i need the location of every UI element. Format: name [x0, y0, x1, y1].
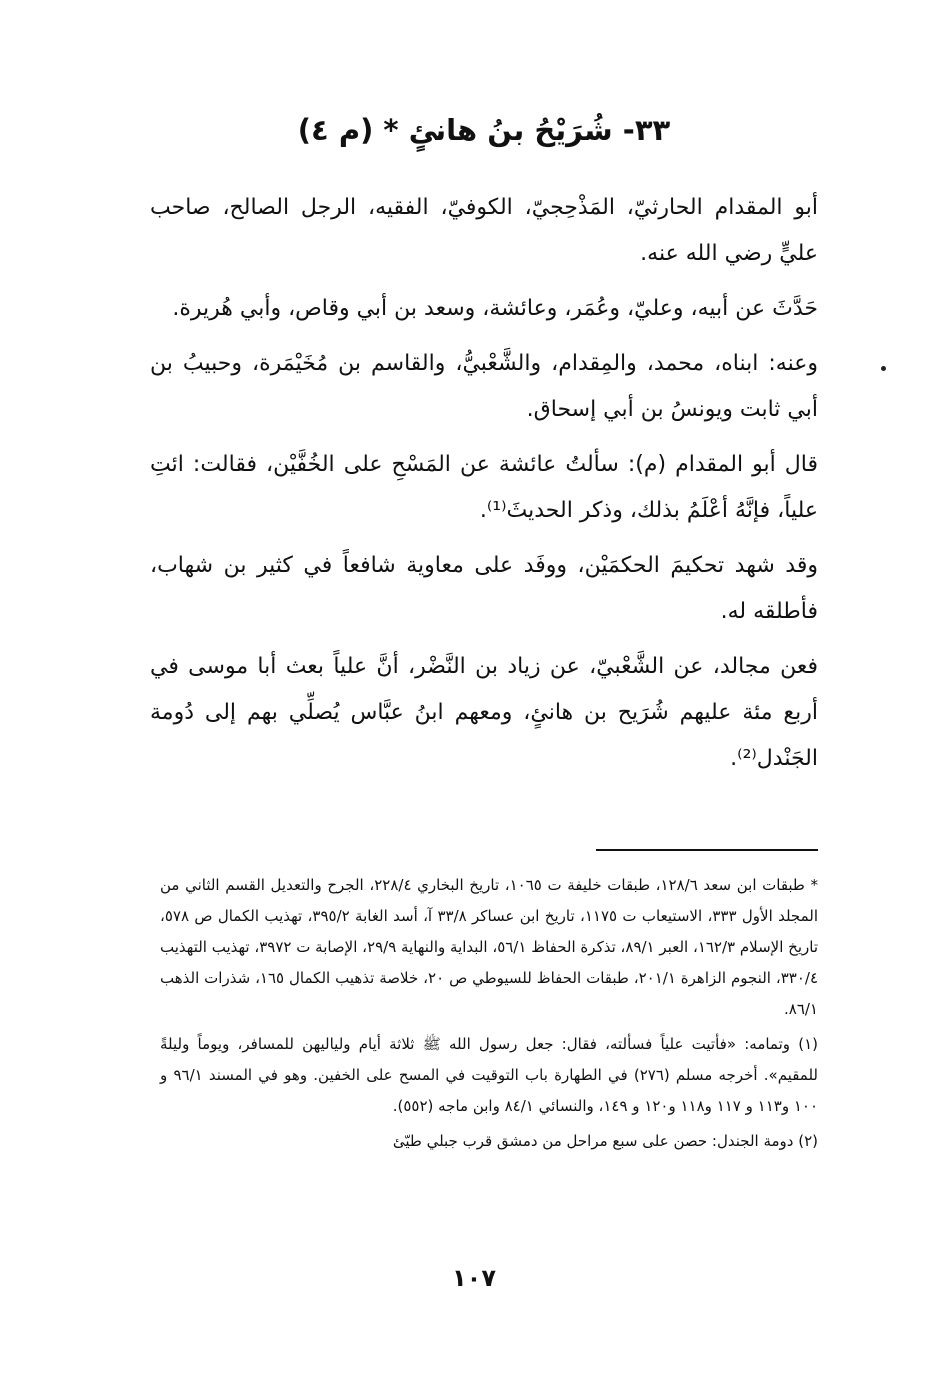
paragraph-arbitration: وقد شهد تحكيمَ الحكمَيْن، ووفَد على معاوية شافعاً في كثير بن شهاب، فأطلقه له. — [150, 553, 818, 624]
page-number: ١٠٧ — [452, 1264, 496, 1292]
paragraph-narrated-from: حَدَّثَ عن أبيه، وعليّ، وعُمَر، وعائشة، وسعد بن أبي وقاص، وأبي هُريرة. — [172, 296, 818, 321]
footnotes — [160, 870, 818, 1161]
biography-body — [150, 185, 818, 791]
paragraph-aisha-report: قال أبو المقدام (م): سألتُ عائشة عن المَسْحِ على الخُفَّيْن، فقالت: ائتِ علياً، فإنَّهُ أعْلَمُ بذلك، وذكر الحديثَ⁽¹⁾. — [150, 452, 818, 523]
footnote-sources: * طبقات ابن سعد ١٢٨/٦، طبقات خليفة ت ١٠٦٥، تاريخ البخاري ٢٢٨/٤، الجرح والتعديل القسم الثاني من المجلد الأول ٣٣٣، الاستيعاب ت ١١٧٥، تاريخ ابن عساكر ٣٣/٨ آ، أسد الغابة ٣٩٥/٢، تهذيب الكمال ص ٥٧٨، تاريخ الإسلام ١٦٢/٣، العبر ٨٩/١، تذكرة الحفاظ ٥٦/١، البداية والنهاية ٢٩/٩، الإصابة ت ٣٩٧٢، تهذيب التهذيب ٣٣٠/٤، النجوم الزاهرة ٢٠١/١، طبقات الحفاظ للسيوطي ص ٢٠، خلاصة تذهيب الكمال ١٦٥، شذرات الذهب ٨٦/١. — [160, 876, 819, 1018]
biography-title: ٣٣- شُرَيْحُ بنُ هانئٍ * (م ٤) — [297, 113, 671, 147]
footnote-2: (٢) دومة الجندل: حصن على سبع مراحل من دمشق قرب جبلي طيّئ — [392, 1132, 818, 1150]
paragraph-kunya: أبو المقدام الحارثيّ، المَذْحِجيّ، الكوفيّ، الفقيه، الرجل الصالح، صاحب عليٍّ رضي الله عنه. — [150, 195, 818, 266]
footnote-1: (١) وتمامه: «فأتيت علياً فسألته، فقال: جعل رسول الله ﷺ ثلاثة أيام ولياليهن للمسافر، ويوماً وليلةً للمقيم». أخرجه مسلم (٢٧٦) في الطهارة باب التوقيت في المسح على الخفين. وهو في المسند ٩٦/١ و ١٠٠ و١١٣ و ١١٧ و١١٨ و١٢٠ و ١٤٩، والنسائي ٨٤/١ وابن ماجه (٥٥٢). — [160, 1035, 818, 1115]
paragraph-dumat-jandal: فعن مجالد، عن الشَّعْبيّ، عن زياد بن النَّضْر، أنَّ علياً بعث أبا موسى في أربع مئة عليهم شُرَيح بن هانئٍ، ومعهم ابنُ عبَّاس يُصلِّي بهم إلى دُومة الجَنْدل⁽²⁾. — [150, 654, 818, 771]
footnote-separator — [596, 849, 818, 851]
paragraph-narrators: وعنه: ابناه، محمد، والمِقدام، والشَّعْبيُّ، والقاسم بن مُخَيْمَرة، وحبيبُ بن أبي ثابت ويونسُ بن أبي إسحاق. — [150, 351, 818, 422]
scan-speck — [881, 366, 886, 371]
